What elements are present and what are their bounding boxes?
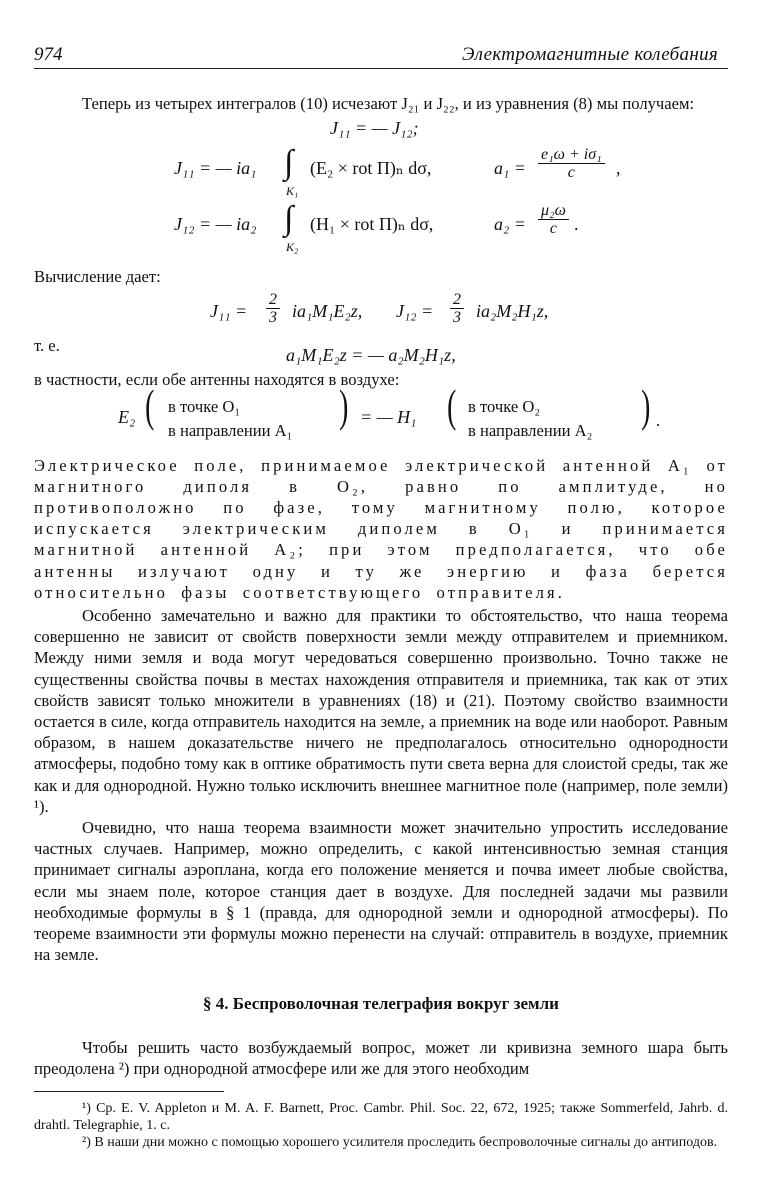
- integral-sign: ∫ K₁: [284, 144, 299, 199]
- integral-sign: ∫ K₂: [284, 200, 299, 255]
- intro-paragraph: Теперь из четырех интегралов (10) исчезают J₂₁ и J₂₂, и из уравнения (8) мы получаем:: [82, 94, 695, 113]
- page-number: 974: [34, 44, 63, 65]
- equation-6: E₂ ( в точке O₁ в направлении A₁ ) = — H₁ ( в точке O₂ в направлении A₂ ) .: [118, 379, 661, 440]
- footnote-2: ²) В наши дни можно с помощью хорошего усилителя проследить беспроволочные сигналы до антиподов.: [82, 1135, 718, 1151]
- equation-1: J₁₁ = — J₁₂;: [330, 118, 419, 139]
- calc-text: Вычисление дает:: [34, 267, 161, 287]
- paragraph-4: Чтобы решить часто возбуждаемый вопрос, может ли кривизна земного шара быть преодолена ²) при однородной атмосфере или же для этого необходим: [34, 1037, 728, 1078]
- paragraph-3: Очевидно, что наша теорема взаимности может значительно упростить исследование частных случаев. Например, можно определить, с какой интенсивностью земная станция принимает сигналы аэроплана, когда его положение меняется и почва имеет любые свойства, если мы знаем поле, которое станция дает в воздухе. Для последней задачи мы развили необходимые формулы в § 1 (правда, для однородной земли и однородной атмосферы). По теореме взаимности эти формулы можно перенести на случай: отправитель в воздухе, приемник на земле.: [34, 818, 728, 965]
- fraction: $\frac{2}{3}$: [266, 291, 280, 326]
- fraction: $\frac{\text{μ₂ω}}{c}$: [538, 202, 569, 237]
- equation-3: J₁₂ = — ia₂ ∫ K₂ (H₁ × rot Π)ₙ dσ, a₂ = $\frac{\text{μ₂ω}}{c}$ .: [174, 200, 579, 255]
- equation-2: J₁₁ = — ia₁ ∫ K₁ (E₂ × rot Π)ₙ dσ, a₁ = $\frac{\text{e₁ω + iσ₁}}{c}$ ,: [174, 144, 621, 199]
- page: [34, 40, 728, 1151]
- air-text: в частности, если обе антенны находятся в воздухе:: [34, 370, 400, 390]
- footnote-1: ¹) Ср. E. V. Appleton и M. A. F. Barnett, Proc. Cambr. Phil. Soc. 22, 672, 1925; также Sommerfeld, Jahrb. d. drahtl. Telegraphie, 1. c.: [34, 1101, 728, 1134]
- spaced-paragraph: Электрическое поле, принимаемое электрической антенной A₁ от магнитного диполя в O₂, равно по амплитуде, но противоположно по фазе, тому магнитному полю, которое испускается электрическим диполем в O₁ и принимается магнитной антенной A₂; при этом предполагается, что обе антенны излучают одну и ту же энергию и фаза берется относительно фазы соответствующего отправителя.: [34, 455, 728, 602]
- paragraph-2: Особенно замечательно и важно для практики то обстоятельство, что наша теорема совершенно не зависит от свойств поверхности земли между отправителем и приемником. Между ними земля и вода могут чередоваться совершенно произвольно. Точно также не существенны свойства почвы в местах нахождения отправителя и приемника, так как от этих свойств зависят только множители в уравнениях (18) и (21). Поэтому свойство взаимности остается в силе, когда отправитель находится на земле, а приемник на воде или наоборот. Равным образом, в нашем доказательстве ничего не предполагалось относительно однородности атмосферы, подобно тому как в оптике обратимость пути света верна для слоистой среды, так же как и для однородной. Нужно только исключить внешнее магнитное поле (например, поле земли) ¹).: [34, 606, 728, 816]
- footnote-rule: [34, 1091, 224, 1092]
- section-title: § 4. Беспроволочная телеграфия вокруг земли: [203, 994, 559, 1014]
- fraction: $\frac{2}{3}$: [450, 291, 464, 326]
- equation-4: J₁₁ = $\frac{2}{3}$ ia₁M₁E₂z, J₁₂ = $\frac{2}{3}$ ia₂M₂H₁z,: [210, 291, 549, 327]
- running-title: Электромагнитные колебания: [461, 44, 718, 65]
- page-header: [34, 40, 728, 69]
- fraction: $\frac{\text{e₁ω + iσ₁}}{c}$: [538, 146, 605, 181]
- equation-5-row: т. е. a₁M₁E₂z = — a₂M₂H₁z,: [34, 336, 456, 366]
